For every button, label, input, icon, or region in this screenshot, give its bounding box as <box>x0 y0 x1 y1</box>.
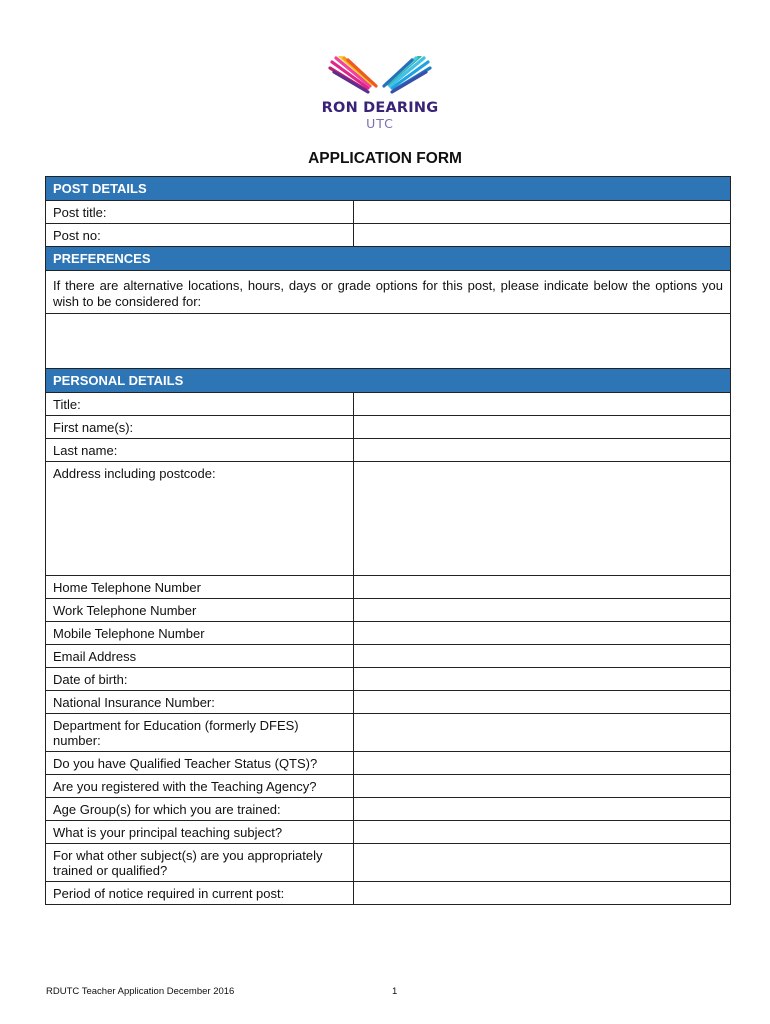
notice-period-field[interactable] <box>353 882 730 904</box>
form-row <box>46 667 730 690</box>
form-row <box>46 751 730 774</box>
other-subjects-field[interactable] <box>353 844 730 881</box>
ron-dearing-logo <box>300 56 460 134</box>
first-name-label: First name(s): <box>53 420 134 435</box>
form-row <box>46 644 730 667</box>
age-groups-field[interactable] <box>353 798 730 820</box>
last-name-field[interactable] <box>353 439 730 461</box>
logo-name: RON DEARING <box>321 100 439 116</box>
address-label: Address including postcode: <box>53 466 216 481</box>
preferences-field[interactable] <box>46 313 730 356</box>
logo-sub: UTC <box>366 116 394 131</box>
form-row <box>46 820 730 843</box>
application-form <box>45 176 731 905</box>
form-row <box>46 438 730 461</box>
work-telephone-field[interactable] <box>353 599 730 621</box>
principal-subject-field[interactable] <box>353 821 730 843</box>
qts-label: Do you have Qualified Teacher Status (QTS)? <box>53 756 318 771</box>
email-field[interactable] <box>353 645 730 667</box>
email-label: Email Address <box>53 649 137 664</box>
form-row <box>46 223 730 246</box>
form-row <box>46 200 730 223</box>
principal-subject-label: What is your principal teaching subject? <box>53 825 283 840</box>
address-field[interactable] <box>353 462 730 575</box>
notice-period-label: Period of notice required in current post: <box>53 886 285 901</box>
form-row <box>46 713 730 751</box>
teaching-agency-field[interactable] <box>353 775 730 797</box>
title-field[interactable] <box>353 393 730 415</box>
page-number: 1 <box>392 986 398 997</box>
preferences-text: If there are alternative locations, hours, days or grade options for this post, please indicate below the options you wish to be considered for: <box>46 270 730 313</box>
form-row <box>46 415 730 438</box>
other-subjects-label: For what other subject(s) are you appropriately trained or qualified? <box>53 848 323 878</box>
post-details-header: POST DETAILS <box>46 176 730 200</box>
preferences-header: PREFERENCES <box>46 246 730 270</box>
form-row <box>46 881 730 904</box>
form-row <box>46 797 730 820</box>
dfe-number-label: Department for Education (formerly DFES) number: <box>53 718 299 748</box>
teaching-agency-label: Are you registered with the Teaching Agency? <box>53 779 317 794</box>
national-insurance-label: National Insurance Number: <box>53 695 215 710</box>
post-title-label: Post title: <box>53 205 107 220</box>
date-of-birth-field[interactable] <box>353 668 730 690</box>
form-row <box>46 461 730 575</box>
title-label: Title: <box>53 397 81 412</box>
form-row <box>46 843 730 881</box>
form-row <box>46 575 730 598</box>
section-spacer <box>46 356 730 368</box>
age-groups-label: Age Group(s) for which you are trained: <box>53 802 281 817</box>
last-name-label: Last name: <box>53 443 118 458</box>
form-row <box>46 598 730 621</box>
qts-field[interactable] <box>353 752 730 774</box>
home-telephone-field[interactable] <box>353 576 730 598</box>
mobile-telephone-label: Mobile Telephone Number <box>53 626 205 641</box>
national-insurance-field[interactable] <box>353 691 730 713</box>
date-of-birth-label: Date of birth: <box>53 672 128 687</box>
form-row <box>46 621 730 644</box>
dfe-number-field[interactable] <box>353 714 730 751</box>
page-title: APPLICATION FORM <box>308 150 462 167</box>
post-no-field[interactable] <box>353 224 730 246</box>
footer-text: RDUTC Teacher Application December 2016 <box>46 986 235 997</box>
form-row <box>46 392 730 415</box>
form-row <box>46 774 730 797</box>
personal-details-header: PERSONAL DETAILS <box>46 368 730 392</box>
wings-icon <box>328 56 432 98</box>
post-no-label: Post no: <box>53 228 101 243</box>
mobile-telephone-field[interactable] <box>353 622 730 644</box>
home-telephone-label: Home Telephone Number <box>53 580 201 595</box>
post-title-field[interactable] <box>353 201 730 223</box>
work-telephone-label: Work Telephone Number <box>53 603 197 618</box>
form-row <box>46 690 730 713</box>
first-name-field[interactable] <box>353 416 730 438</box>
